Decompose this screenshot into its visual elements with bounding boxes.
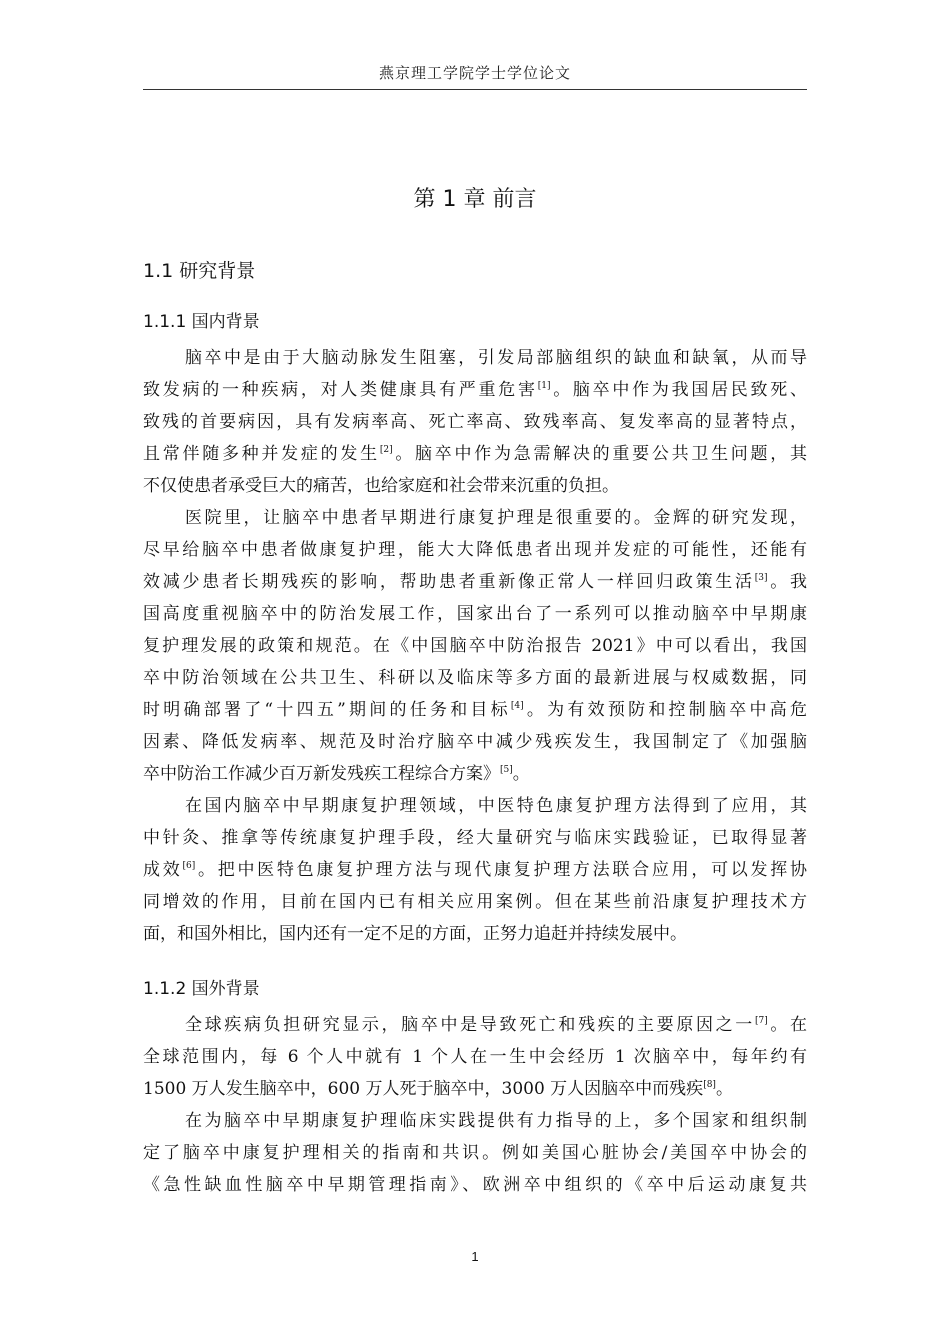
page-number: 1 [471, 1249, 479, 1264]
paragraph-foreign-2 [143, 1105, 807, 1201]
citation-ref: [2] [379, 445, 393, 455]
text-line: 尽早给脑卒中患者做康复护理，能大大降低患者出现并发症的可能性，还能有 [143, 540, 807, 560]
citation-ref: [3] [754, 573, 768, 583]
text-line: 中针灸、推拿等传统康复护理手段，经大量研究与临床实践验证，已取得显著 [143, 828, 807, 848]
text-line: 全球疾病负担研究显示，脑卒中是导致死亡和残疾的主要原因之一[7]。在 [185, 1015, 808, 1035]
citation-ref: [6] [182, 861, 196, 871]
text-line: 在国内脑卒中早期康复护理领域，中医特色康复护理方法得到了应用，其 [185, 796, 807, 816]
chapter-title: 第 1 章 前言 [413, 187, 537, 212]
text-line: 时明确部署了“十四五”期间的任务和目标[4]。为有效预防和控制脑卒中高危 [143, 700, 807, 720]
text-line: 定了脑卒中康复护理相关的指南和共识。例如美国心脏协会/美国卒中协会的 [143, 1143, 807, 1163]
text-line: 脑卒中是由于大脑动脉发生阻塞，引发局部脑组织的缺血和缺氧，从而导 [185, 348, 807, 368]
citation-ref: [4] [510, 701, 524, 711]
text-line: 全球范围内，每 6 个人中就有 1 个人在一生中会经历 1 次脑卒中，每年约有 [143, 1047, 807, 1067]
citation-ref: [7] [754, 1016, 768, 1026]
text-line: 不仅使患者承受巨大的痛苦，也给家庭和社会带来沉重的负担。 [143, 476, 619, 496]
text-line: 致残的首要病因，具有发病率高、死亡率高、致残率高、复发率高的显著特点， [143, 412, 807, 432]
text-line: 且常伴随多种并发症的发生[2]。脑卒中作为急需解决的重要公共卫生问题，其 [143, 444, 808, 464]
text-line: 《急性缺血性脑卒中早期管理指南》、欧洲卒中组织的《卒中后运动康复共 [143, 1175, 807, 1195]
text-line: 国高度重视脑卒中的防治发展工作，国家出台了一系列可以推动脑卒中早期康 [143, 604, 807, 624]
text-line: 卒中防治领域在公共卫生、科研以及临床等多方面的最新进展与权威数据，同 [143, 668, 807, 688]
section-heading-1-1-1: 1.1.1 国内背景 [143, 312, 260, 332]
text-line: 1500 万人发生脑卒中，600 万人死于脑卒中，3000 万人因脑卒中而残疾[8]。 [143, 1079, 733, 1099]
paragraph-domestic-1 [143, 342, 807, 502]
text-line: 复护理发展的政策和规范。在《中国脑卒中防治报告 2021》中可以看出，我国 [143, 636, 807, 656]
citation-ref: [1] [537, 381, 551, 391]
text-line: 面，和国外相比，国内还有一定不足的方面，正努力追赶并持续发展中。 [143, 924, 687, 944]
section-heading-1-1-2: 1.1.2 国外背景 [143, 979, 260, 999]
text-line: 致发病的一种疾病，对人类健康具有严重危害[1]。脑卒中作为我国居民致死、 [143, 380, 808, 400]
header-divider [143, 89, 807, 90]
text-line: 在为脑卒中早期康复护理临床实践提供有力指导的上，多个国家和组织制 [185, 1111, 807, 1131]
citation-ref: [5] [500, 765, 513, 775]
text-line: 同增效的作用，目前在国内已有相关应用案例。但在某些前沿康复护理技术方 [143, 892, 807, 912]
text-line: 成效[6]。把中医特色康复护理方法与现代康复护理方法联合应用，可以发挥协 [143, 860, 808, 880]
text-line: 因素、降低发病率、规范及时治疗脑卒中减少残疾发生，我国制定了《加强脑 [143, 732, 807, 752]
text-line: 卒中防治工作减少百万新发残疾工程综合方案》[5]。 [143, 764, 530, 784]
paragraph-domestic-3 [143, 790, 807, 950]
paragraph-foreign-1 [143, 1009, 807, 1105]
paragraph-domestic-2 [143, 502, 807, 790]
citation-ref: [8] [703, 1080, 716, 1090]
running-header: 燕京理工学院学士学位论文 [378, 64, 571, 82]
text-line: 医院里，让脑卒中患者早期进行康复护理是很重要的。金辉的研究发现， [185, 508, 807, 528]
text-line: 效减少患者长期残疾的影响，帮助患者重新像正常人一样回归政策生活[3]。我 [143, 572, 808, 592]
section-heading-1-1: 1.1 研究背景 [143, 260, 256, 282]
